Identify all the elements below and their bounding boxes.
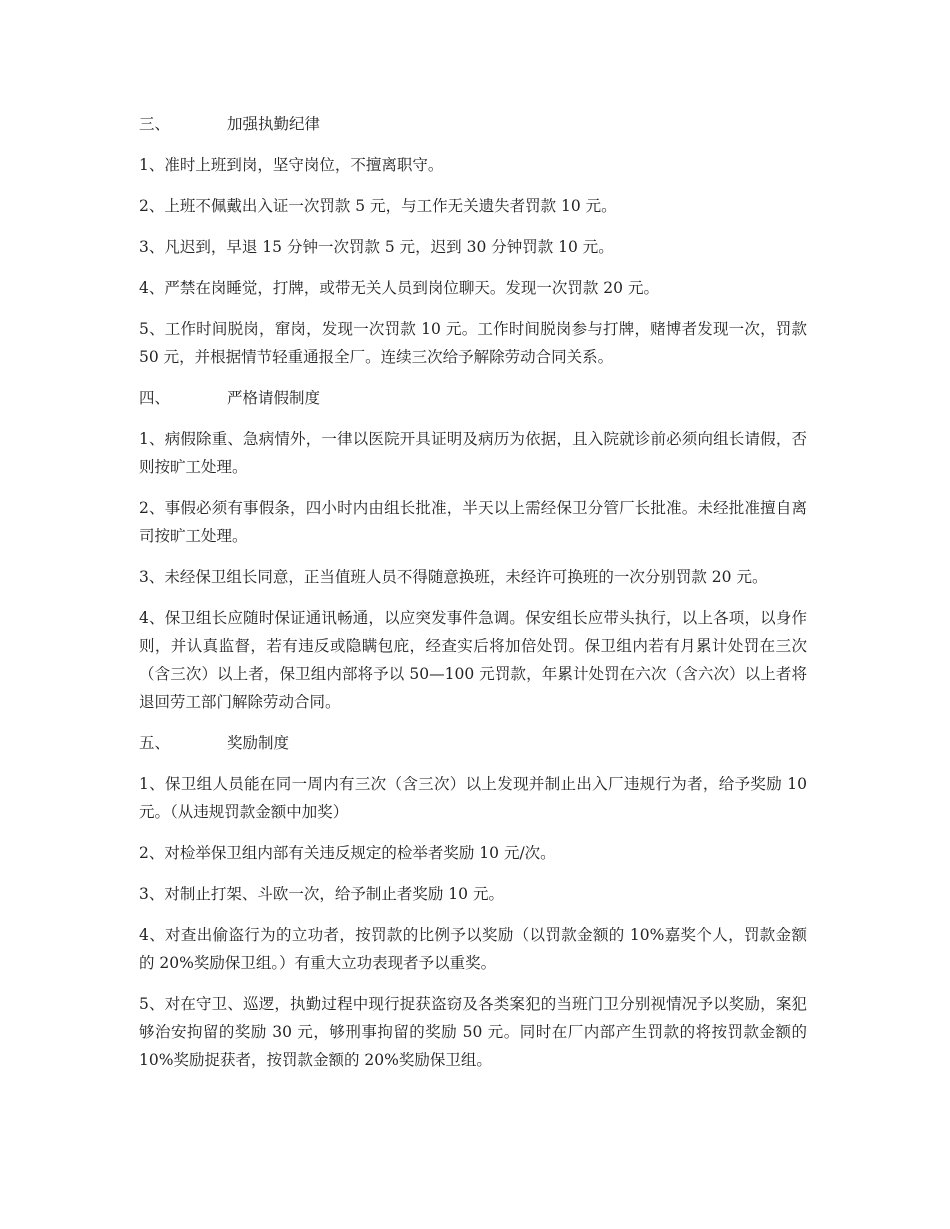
paragraph: 3、凡迟到，早退 15 分钟一次罚款 5 元，迟到 30 分钟罚款 10 元。 (139, 238, 614, 256)
section-title: 奖励制度 (227, 734, 290, 752)
section-title: 加强执勤纪律 (227, 115, 321, 133)
document-page (139, 110, 807, 1087)
section-number: 五、 (139, 734, 171, 752)
paragraph: 4、对查出偷盗行为的立功者，按罚款的比例予以奖励（以罚款金额的 10%嘉奖个人，罚款金额的 20%奖励保卫组。）有重大立功表现者予以重奖。 (139, 926, 807, 972)
paragraph: 3、对制止打架、斗欧一次，给予制止者奖励 10 元。 (139, 885, 504, 903)
paragraph: 2、事假必须有事假条，四小时内由组长批准，半天以上需经保卫分管厂长批准。未经批准擅自离司按旷工处理。 (139, 499, 807, 545)
section-heading (139, 384, 807, 412)
paragraph: 5、工作时间脱岗，窜岗，发现一次罚款 10 元。工作时间脱岗参与打牌，赌博者发现一次，罚款 50 元，并根据情节轻重通报全厂。连续三次给予解除劳动合同关系。 (139, 320, 807, 366)
paragraph: 5、对在守卫、巡逻，执勤过程中现行捉获盗窃及各类案犯的当班门卫分别视情况予以奖励，案犯够治安拘留的奖励 30 元，够刑事拘留的奖励 50 元。同时在厂内部产生罚款的将按罚款金额的 10%奖励捉获者，按罚款金额的 20%奖励保卫组。 (139, 995, 807, 1069)
section-number: 三、 (139, 115, 171, 133)
paragraph: 2、对检举保卫组内部有关违反规定的检举者奖励 10 元/次。 (139, 844, 556, 862)
section-number: 四、 (139, 389, 171, 407)
paragraph: 1、准时上班到岗，坚守岗位，不擅离职守。 (139, 156, 444, 174)
paragraph: 1、保卫组人员能在同一周内有三次（含三次）以上发现并制止出入厂违规行为者，给予奖励 10 元。（从违规罚款金额中加奖） (139, 775, 807, 821)
paragraph: 4、严禁在岗睡觉，打牌，或带无关人员到岗位聊天。发现一次罚款 20 元。 (139, 279, 659, 297)
paragraph: 4、保卫组长应随时保证通讯畅通，以应突发事件急调。保安组长应带头执行，以上各项，以身作则，并认真监督，若有违反或隐瞒包庇，经查实后将加倍处罚。保卫组内若有月累计处罚在三次（含三次）以上者，保卫组内部将予以 50—100 元罚款，年累计处罚在六次（含六次）以上者将退回劳工部门解除劳动合同。 (139, 609, 807, 711)
paragraph: 3、未经保卫组长同意，正当值班人员不得随意换班，未经许可换班的一次分别罚款 20 元。 (139, 568, 768, 586)
section-title: 严格请假制度 (227, 389, 321, 407)
paragraph: 1、病假除重、急病情外，一律以医院开具证明及病历为依据，且入院就诊前必须向组长请假，否则按旷工处理。 (139, 430, 807, 476)
section-heading (139, 110, 807, 138)
paragraph: 2、上班不佩戴出入证一次罚款 5 元，与工作无关遗失者罚款 10 元。 (139, 197, 617, 215)
section-heading (139, 729, 807, 757)
